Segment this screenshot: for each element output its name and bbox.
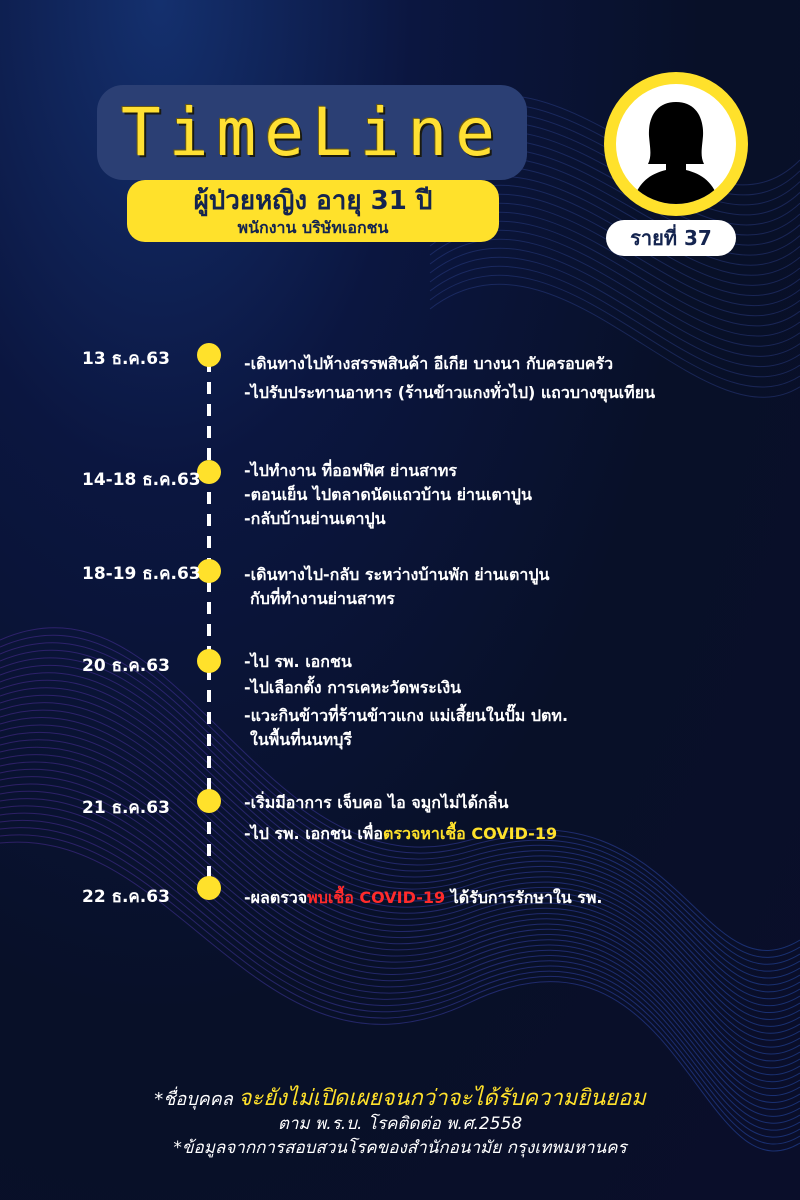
timeline-date: 21 ธ.ค.63 — [82, 798, 170, 818]
footer-source: *ข้อมูลจากการสอบสวนโรคของสำนักอนามัย กรุงเทพมหานคร — [173, 1138, 627, 1158]
timeline-dot — [197, 876, 221, 900]
timeline-event: -ไป รพ. เอกชน — [244, 652, 352, 671]
female-silhouette-icon — [616, 84, 736, 204]
timeline-date: 18-19 ธ.ค.63 — [82, 564, 201, 584]
timeline-event: -ตอนเย็น ไปตลาดนัดแถวบ้าน ย่านเตาปูน — [244, 485, 532, 504]
page-title: TimeLine — [121, 94, 503, 171]
timeline-event: กับที่ทำงานย่านสาทร — [250, 589, 395, 608]
avatar — [604, 72, 748, 216]
patient-banner — [127, 180, 499, 242]
footer-emphasis: จะยังไม่เปิดเผยจนกว่าจะได้รับความยินยอม — [238, 1086, 646, 1111]
timeline-event: -ไปเลือกตั้ง การเคหะวัดพระเงิน — [244, 678, 462, 697]
timeline-event: -ผลตรวจพบเชื้อ COVID-19 ได้รับการรักษาใน รพ. — [244, 888, 603, 907]
timeline-date: 20 ธ.ค.63 — [82, 656, 170, 676]
timeline-event: -แวะกินข้าวที่ร้านข้าวแกง แม่เสี้ยนในปั๊ม ปตท. — [244, 706, 569, 725]
timeline-event: -เริ่มมีอาการ เจ็บคอ ไอ จมูกไม่ได้กลิ่น — [244, 793, 509, 812]
timeline-event: -เดินทางไปห้างสรรพสินค้า อีเกีย บางนา กับครอบครัว — [244, 354, 614, 373]
timeline-event: -กลับบ้านย่านเตาปูน — [244, 509, 386, 528]
timeline-dot — [197, 649, 221, 673]
timeline-event: -ไปทำงาน ที่ออฟฟิศ ย่านสาทร — [244, 461, 458, 480]
timeline-event: ในพื้นที่นนทบุรี — [250, 730, 352, 749]
timeline-event: -ไปรับประทานอาหาร (ร้านข้าวแกงทั่วไป) แถวบางขุนเทียน — [244, 383, 655, 402]
title-banner — [97, 85, 527, 180]
timeline-dot — [197, 789, 221, 813]
timeline-date: 13 ธ.ค.63 — [82, 349, 170, 369]
timeline-event: -เดินทางไป-กลับ ระหว่างบ้านพัก ย่านเตาปูน — [244, 565, 550, 584]
highlight-text: ตรวจหาเชื้อ COVID-19 — [382, 824, 558, 843]
footer-law-reference: ตาม พ.ร.บ. โรคติดต่อ พ.ศ.2558 — [277, 1114, 523, 1134]
patient-occupation: พนักงาน บริษัทเอกชน — [237, 218, 389, 237]
case-number-badge: รายที่ 37 — [606, 220, 736, 256]
timeline-event: -ไป รพ. เอกชน เพื่อตรวจหาเชื้อ COVID-19 — [244, 824, 558, 843]
footer-disclaimer: *ชื่อบุคคล จะยังไม่เปิดเผยจนกว่าจะได้รับความยินยอม — [154, 1086, 646, 1111]
timeline-date: 22 ธ.ค.63 — [82, 887, 170, 907]
patient-description: ผู้ป่วยหญิง อายุ 31 ปี — [193, 186, 433, 216]
timeline-date: 14-18 ธ.ค.63 — [82, 470, 201, 490]
alert-text: พบเชื้อ COVID-19 — [307, 888, 446, 907]
timeline-dot — [197, 343, 221, 367]
